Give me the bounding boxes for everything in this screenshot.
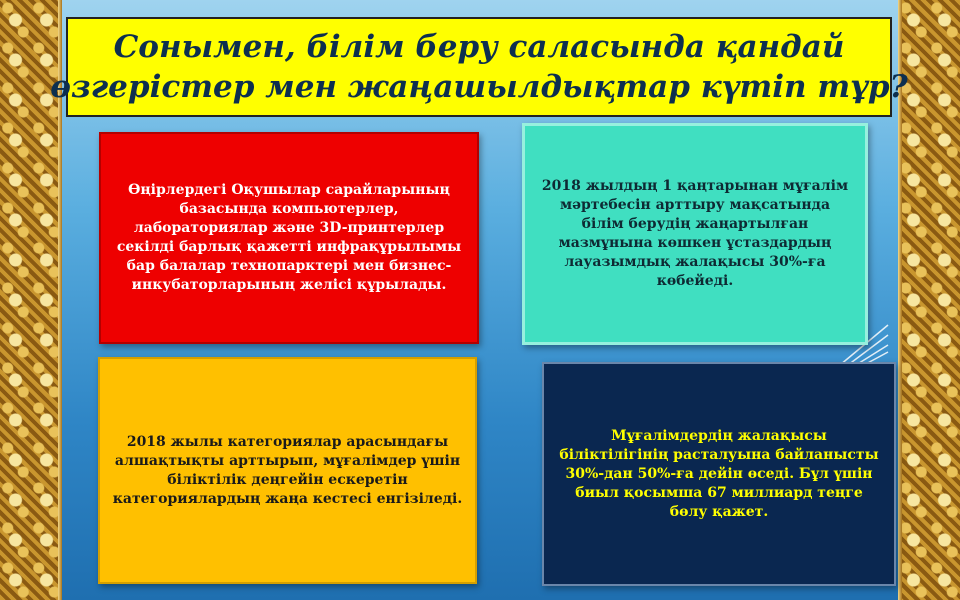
card-salary-increase-2018 <box>522 123 868 345</box>
card-salary-increase-text: 2018 жылдың 1 қаңтарынан мұғалім мәртебесін арттыру мақсатында білім берудің жаңартылған мазмұнына көшкен ұстаздардың лауазымдық жалақысы 30%-ға көбейеді. <box>541 178 849 289</box>
slide-title-line-2: өзгерістер мен жаңашылдықтар күтіп тұр? <box>50 69 908 105</box>
card-new-categories <box>98 357 477 584</box>
card-technoparks-text: Өңірлердегі Оқушылар сарайларының базасында компьютерлер, лабораториялар және 3D-принтерлер секілді барлық қажетті инфрақұрылымы бар балалар технопарктері мен бизнес-инкубаторларының желісі құрылады. <box>116 182 462 293</box>
slide-title-box <box>50 17 908 117</box>
card-qualification-raise <box>542 362 896 586</box>
card-technoparks <box>99 132 479 344</box>
slide-title-line-1: Сонымен, білім беру саласында қандай <box>113 29 845 65</box>
card-qualification-raise-text: Мұғалімдердің жалақысы біліктілігінің расталуына байланысты 30%-дан 50%-ға дейін өседі. Бұл үшін биыл қосымша 67 миллиард теңге бөлу қажет. <box>559 427 879 520</box>
card-new-categories-text: 2018 жылы категориялар арасындағы алшақтықты арттырып, мұғалімдер үшін біліктілік деңгейін ескеретін категориялардың жаңа кестесі енгізіледі. <box>112 433 463 507</box>
